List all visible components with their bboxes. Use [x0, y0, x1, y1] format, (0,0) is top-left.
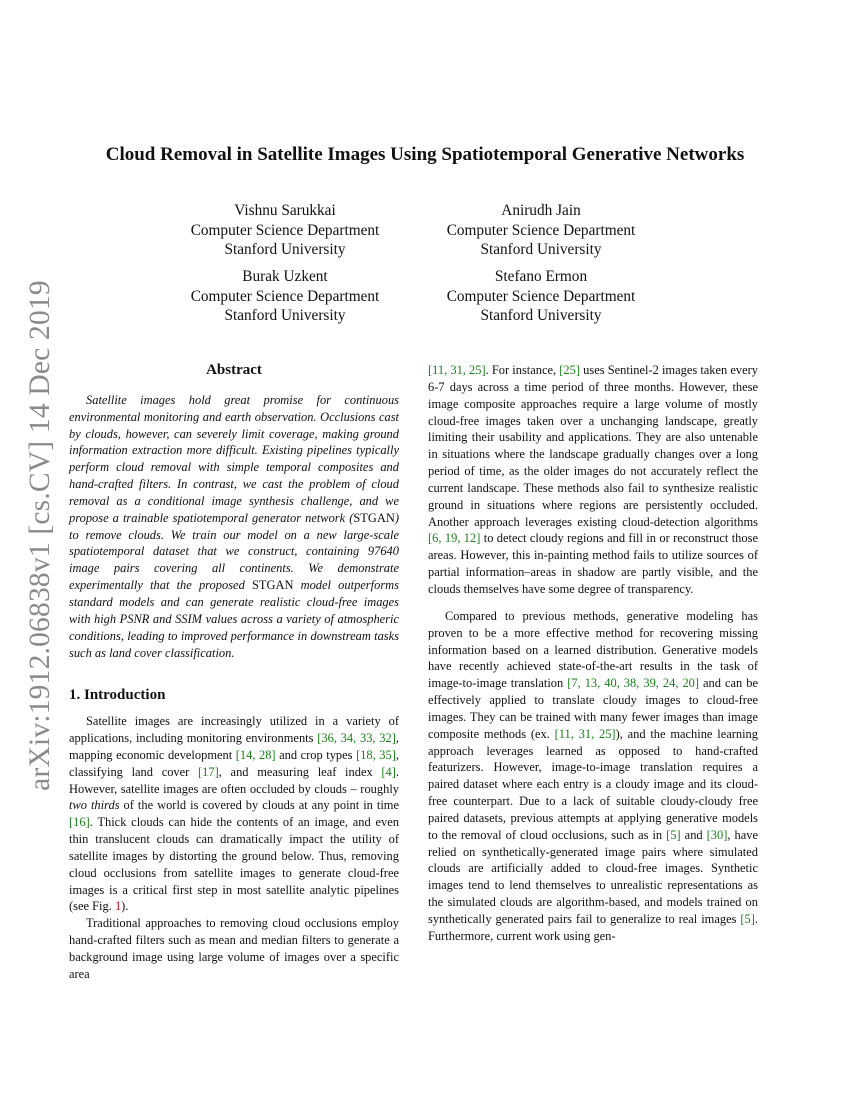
body-text: , mapping economic development — [69, 731, 399, 762]
citation-link[interactable]: [30] — [706, 827, 728, 842]
author-block-1 — [165, 201, 405, 260]
author-name: Vishnu Sarukkai — [234, 202, 336, 219]
body-text: . However, satellite images are often occluded by clouds – roughly — [69, 764, 399, 796]
body-text: , have relied on synthetically-generated image pairs where simulated clouds are artificially added to cloud-free images. Synthetic images tend to lend themselves to unrealistic representations as the simulated clouds are algorithm-based, and models trained on synthetically generated pairs fail to generalize to real images — [428, 827, 758, 926]
intro-paragraph-2-start — [69, 915, 399, 982]
body-text: ), and the machine learning approach leverages learned as opposed to hand-crafted featurizers. However, image-to-image translation requires a paired dataset where each entry is a cloudy image and its cloud-free counterpart. Due to a lack of suitable cloudy-cloudy free paired datasets, previous attempts at applying generative models to the removal of cloud occlusions, such as in — [428, 726, 758, 842]
citation-link[interactable]: [16] — [69, 815, 90, 830]
author-department: Computer Science Department — [446, 221, 636, 239]
body-text: , classifying land cover — [69, 747, 399, 779]
citation-link[interactable]: [17] — [198, 764, 219, 779]
body-text: ). — [121, 899, 129, 914]
arxiv-identifier-stamp — [20, 279, 60, 791]
citation-link[interactable]: [25] — [559, 363, 581, 377]
arxiv-stamp-text: arXiv:1912.06838v1 [cs.CV] 14 Dec 2019 — [23, 279, 56, 791]
citation-link[interactable]: [18, 35] — [356, 747, 396, 762]
abstract-model-name: STGAN — [251, 578, 294, 593]
author-block-4 — [421, 267, 661, 326]
author-university: Stanford University — [480, 241, 602, 259]
citation-link[interactable]: [36, 34, 33, 32] — [317, 731, 396, 746]
author-name: Stefano Ermon — [494, 268, 588, 285]
body-text: Traditional approaches to removing cloud occlusions employ hand-crafted filters such as mean and median filters to generate a background image using large volume of images over a specific area — [69, 916, 399, 981]
citation-link[interactable]: [5] — [740, 912, 755, 926]
citation-link[interactable]: [6, 19, 12] — [428, 531, 481, 546]
author-block-2 — [421, 201, 661, 260]
author-department: Computer Science Department — [190, 287, 380, 305]
body-text: uses Sentinel-2 images taken every 6-7 days across a time period of three months. However, these image composite approaches require a large volume of mostly cloud-free images taken over a unchanging landscape, greatly limiting their usability and applications. They are also untenable in situations where the landscape gradually changes over a long period of time, as the older images do not accurately reflect the current landscape. These methods also fail to synthesize realistic ground in situations where regions are persistently occluded. Another approach leverages existing cloud-detection algorithms — [428, 363, 759, 529]
author-department: Computer Science Department — [190, 221, 380, 239]
emphasis-text: two thirds — [69, 798, 120, 813]
left-column — [69, 362, 399, 983]
body-text: of the world is covered by clouds at any point in time — [119, 798, 399, 813]
paper-title: Cloud Removal in Satellite Images Using Spatiotemporal Generative Networks — [105, 144, 745, 165]
author-name: Burak Uzkent — [242, 268, 328, 285]
body-text: and — [680, 827, 707, 842]
abstract-text: model outperforms standard models and can generate realistic cloud-free images with high PSNR and SSIM values across a variety of atmospheric conditions, leading to improved performance in downstream tasks such as land cover classification. — [69, 578, 399, 660]
body-text: , and measuring leaf index — [218, 764, 382, 779]
abstract-heading: Abstract — [206, 362, 262, 378]
author-department: Computer Science Department — [446, 287, 636, 305]
author-university: Stanford University — [480, 307, 602, 325]
body-text: and can be effectively applied to translate cloudy images to cloud-free images. They can be trained with many fewer images than image composite methods (ex. — [428, 676, 758, 741]
body-text: to detect cloudy regions and fill in or reconstruct those areas. However, this in-painting method fails to utilize sources of partial information–areas in shadow are partly visible, and the clouds themselves have some degree of transparency. — [428, 531, 758, 596]
intro-paragraph-3 — [428, 608, 758, 945]
author-university: Stanford University — [224, 307, 346, 325]
body-text: . Thick clouds can hide the contents of an image, and even thin translucent clouds can dramatically impact the utility of satellite images by distorting the ground below. Thus, removing cloud occlusions from satellite images to generate cloud-free images is a critical first step in most satellite analytic pipelines (see Fig. — [69, 815, 399, 914]
body-text: and crop types — [275, 747, 357, 762]
citation-link[interactable]: [11, 31, 25] — [428, 363, 486, 377]
citation-link[interactable]: [14, 28] — [235, 747, 276, 762]
body-text: Satellite images are increasingly utilized in a variety of applications, including monitoring environments — [69, 714, 399, 746]
abstract-paragraph — [69, 392, 399, 662]
author-name: Anirudh Jain — [501, 202, 581, 219]
figure-reference-link[interactable]: 1 — [114, 899, 122, 914]
body-text: . For instance, — [485, 363, 560, 377]
right-column — [428, 362, 758, 945]
citation-link[interactable]: [7, 13, 40, 38, 39, 24, 20] — [567, 676, 700, 691]
introduction-heading: 1. Introduction — [69, 687, 166, 704]
body-text: . Furthermore, current work using gen- — [428, 912, 758, 943]
citation-link[interactable]: [5] — [666, 827, 681, 842]
author-block-3 — [165, 267, 405, 326]
author-university: Stanford University — [224, 241, 346, 259]
intro-paragraph-1 — [69, 713, 399, 915]
abstract-text: ) to remove clouds. We train our model on a new large-scale spatiotemporal dataset that we construct, containing 97640 image pairs covering all continents. We demonstrate experimentally that the proposed — [69, 510, 399, 593]
intro-paragraph-2-continued — [428, 362, 758, 598]
citation-link[interactable]: [4] — [381, 764, 396, 779]
body-text: Compared to previous methods, generative modeling has proven to be a more effective method for recovering missing information based on a learned distribution. Generative models have recently achieved state-of-the-art results in the task of image-to-image translation — [428, 608, 758, 691]
abstract-model-name: STGAN — [353, 510, 395, 525]
citation-link[interactable]: [11, 31, 25] — [554, 726, 616, 741]
abstract-text: Satellite images hold great promise for continuous environmental monitoring and earth observation. Occlusions cast by clouds, however, can severely limit coverage, making ground information extraction more difficult. Existing pipelines typically perform cloud removal with simple temporal composites and hand-crafted filters. In contrast, we cast the problem of cloud removal as a conditional image synthesis challenge, and we propose a trainable spatiotemporal generator network ( — [69, 392, 399, 525]
